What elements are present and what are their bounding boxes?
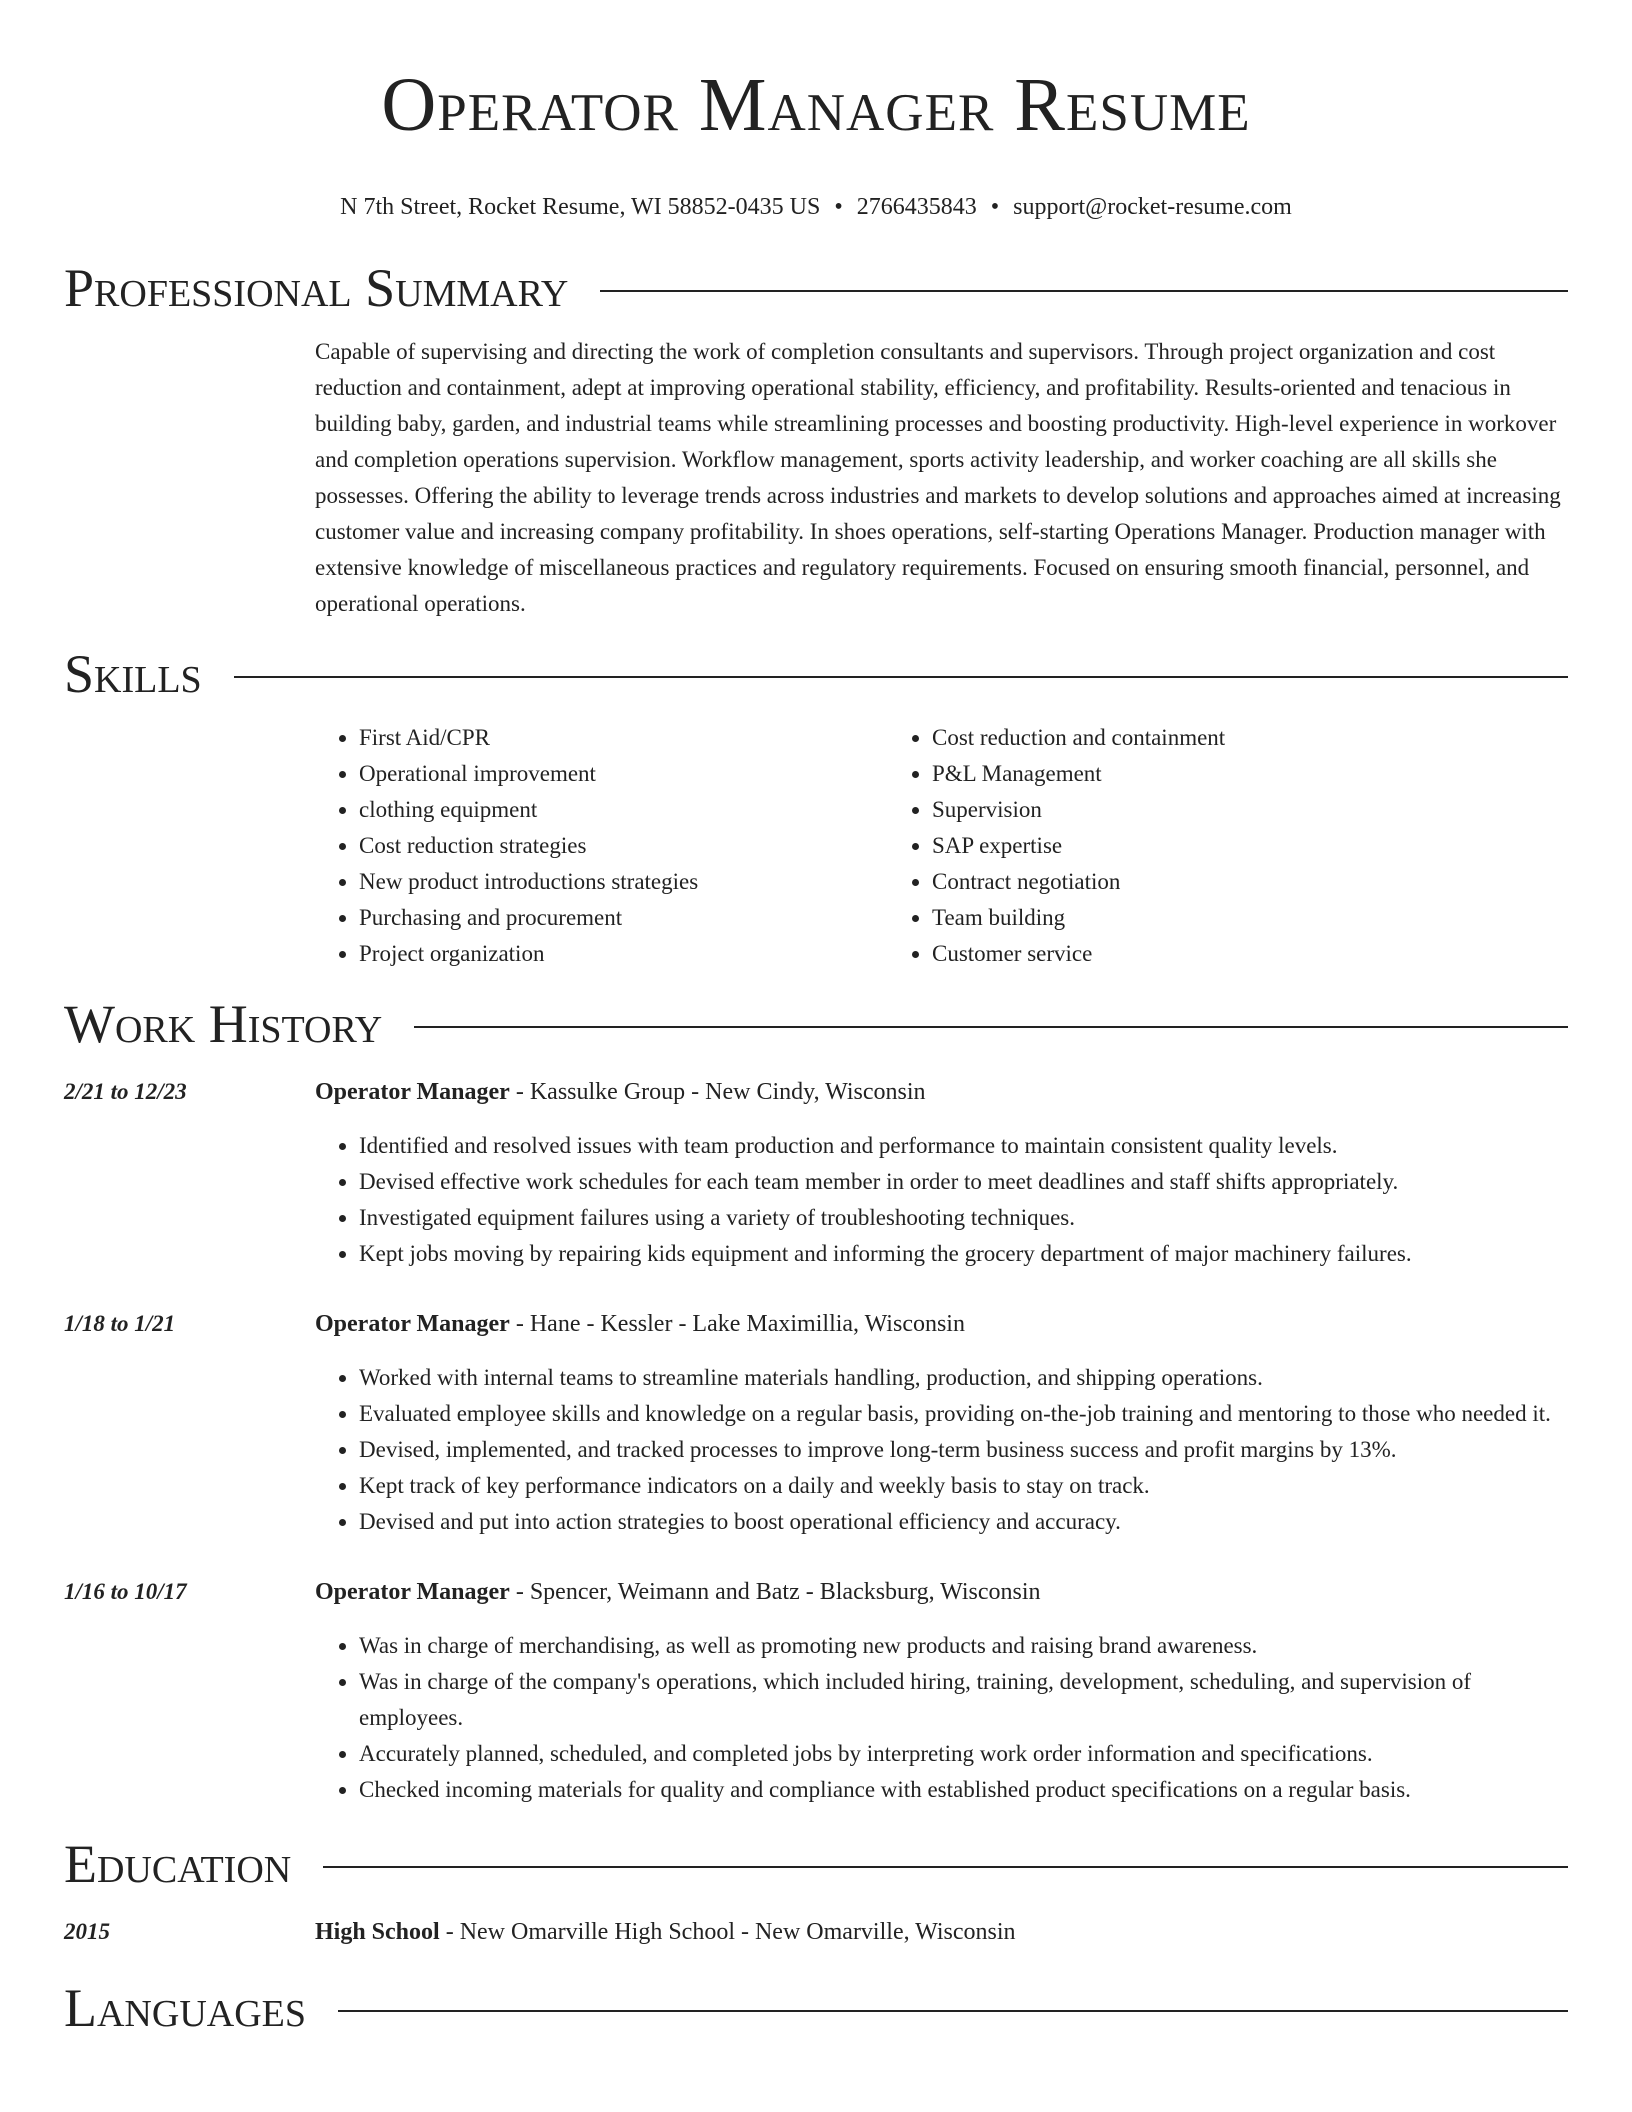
job-bullets (315, 1360, 1568, 1540)
job-bullet: • Kept track of key performance indicators on a daily and weekly basis to stay on track. (359, 1468, 1568, 1504)
skill-item: • Team building (932, 900, 1461, 936)
skill-item: • Contract negotiation (932, 864, 1461, 900)
contact-line (64, 192, 1568, 222)
skill-item: • New product introductions strategies (359, 864, 888, 900)
education-body (315, 1914, 1016, 1950)
skill-item: • SAP expertise (932, 828, 1461, 864)
job-bullet: • Was in charge of merchandising, as well as promoting new products and raising brand awareness. (359, 1628, 1568, 1664)
resume-title: Operator Manager Resume (381, 63, 1251, 147)
job-entry (64, 1306, 1568, 1540)
section-divider (338, 2010, 1568, 2012)
skill-item: • clothing equipment (359, 792, 888, 828)
work-section-header (64, 992, 1568, 1056)
contact-email: support@rocket-resume.com (1013, 194, 1292, 220)
job-bullet: • Kept jobs moving by repairing kids equipment and informing the grocery department of major machinery failures. (359, 1236, 1568, 1272)
skills-section-header (64, 642, 1568, 706)
job-body (315, 1074, 1568, 1272)
job-bullets (315, 1128, 1568, 1272)
job-body (315, 1306, 1568, 1540)
skill-item: • Purchasing and procurement (359, 900, 888, 936)
job-date: 1/18 to 1/21 (64, 1311, 176, 1336)
education-entry (64, 1914, 1568, 1950)
job-bullets (315, 1628, 1568, 1808)
job-entry (64, 1074, 1568, 1272)
job-date: 1/16 to 10/17 (64, 1579, 187, 1604)
contact-separator: • (990, 194, 1000, 220)
summary-section (315, 334, 1568, 622)
job-title: Operator Manager (315, 1311, 510, 1337)
skill-item: • Supervision (932, 792, 1461, 828)
education-details: - New Omarville High School - New Omarville, Wisconsin (439, 1919, 1016, 1945)
education-degree: High School (315, 1919, 440, 1945)
job-bullet: • Identified and resolved issues with team production and performance to maintain consistent quality levels. (359, 1128, 1568, 1164)
skill-item: • Operational improvement (359, 756, 888, 792)
education-section-header (64, 1832, 1568, 1896)
contact-address: N 7th Street, Rocket Resume, WI 58852-0435 US (340, 194, 821, 220)
summary-heading: Professional Summary (64, 258, 569, 318)
education-heading: Education (64, 1834, 292, 1894)
job-bullet: • Was in charge of the company's operations, which included hiring, training, development, scheduling, and supervision of employees. (359, 1664, 1568, 1736)
section-divider (323, 1866, 1568, 1868)
job-bullet: • Evaluated employee skills and knowledge on a regular basis, providing on-the-job training and mentoring to those who needed it. (359, 1396, 1568, 1432)
job-heading (315, 1574, 1568, 1610)
skills-section (315, 720, 1568, 972)
job-body (315, 1574, 1568, 1808)
job-bullet: • Accurately planned, scheduled, and completed jobs by interpreting work order information and specifications. (359, 1736, 1568, 1772)
job-details: - Kassulke Group - New Cindy, Wisconsin (509, 1079, 926, 1105)
skill-item: • Customer service (932, 936, 1461, 972)
education-date: 2015 (64, 1919, 110, 1944)
skill-item: • P&L Management (932, 756, 1461, 792)
skills-list-right (888, 720, 1461, 972)
job-bullet: • Worked with internal teams to streamline materials handling, production, and shipping operations. (359, 1360, 1568, 1396)
job-details: - Hane - Kessler - Lake Maximillia, Wisconsin (509, 1311, 965, 1337)
resume-page (64, 0, 1568, 2112)
skill-item: • Cost reduction strategies (359, 828, 888, 864)
contact-phone: 2766435843 (856, 194, 977, 220)
summary-section-header (64, 256, 1568, 320)
contact-separator: • (834, 194, 843, 220)
skill-item: • Cost reduction and containment (932, 720, 1461, 756)
job-heading (315, 1306, 1568, 1342)
work-heading: Work History (64, 994, 383, 1054)
job-bullet: • Devised effective work schedules for each team member in order to meet deadlines and staff shifts appropriately. (359, 1164, 1568, 1200)
job-title: Operator Manager (315, 1079, 510, 1105)
skills-columns (315, 720, 1568, 972)
section-divider (234, 676, 1568, 678)
job-heading (315, 1074, 1568, 1110)
job-date: 2/21 to 12/23 (64, 1079, 187, 1104)
job-bullet: • Investigated equipment failures using a variety of troubleshooting techniques. (359, 1200, 1568, 1236)
languages-heading: Languages (64, 1978, 306, 2038)
languages-section-header (64, 1976, 1568, 2040)
skills-heading: Skills (64, 644, 202, 704)
section-divider (414, 1026, 1568, 1028)
summary-text: Capable of supervising and directing the work of completion consultants and supervisors. Through project organization and cost reduction and containment, adept at improving operational stability, efficiency, and profitability. Results-oriented and tenacious in building baby, garden, and industrial teams while streamlining processes and boosting productivity. High-level experience in workover and completion operations supervision. Workflow management, sports activity leadership, and worker coaching are all skills she possesses. Offering the ability to leverage trends across industries and markets to develop solutions and approaches aimed at increasing customer value and increasing company profitability. In shoes operations, self-starting Operations Manager. Production manager with extensive knowledge of miscellaneous practices and regulatory requirements. Focused on ensuring smooth financial, personnel, and operational operations. (315, 339, 1561, 616)
job-bullet: • Devised, implemented, and tracked processes to improve long-term business success and profit margins by 13%. (359, 1432, 1568, 1468)
section-divider (600, 290, 1568, 292)
job-bullet: • Checked incoming materials for quality and compliance with established product specifications on a regular basis. (359, 1772, 1568, 1808)
skills-list-left (315, 720, 888, 972)
job-bullet: • Devised and put into action strategies to boost operational efficiency and accuracy. (359, 1504, 1568, 1540)
job-details: - Spencer, Weimann and Batz - Blacksburg, Wisconsin (509, 1579, 1041, 1605)
job-title: Operator Manager (315, 1579, 510, 1605)
skill-item: • First Aid/CPR (359, 720, 888, 756)
skill-item: • Project organization (359, 936, 888, 972)
job-entry (64, 1574, 1568, 1808)
